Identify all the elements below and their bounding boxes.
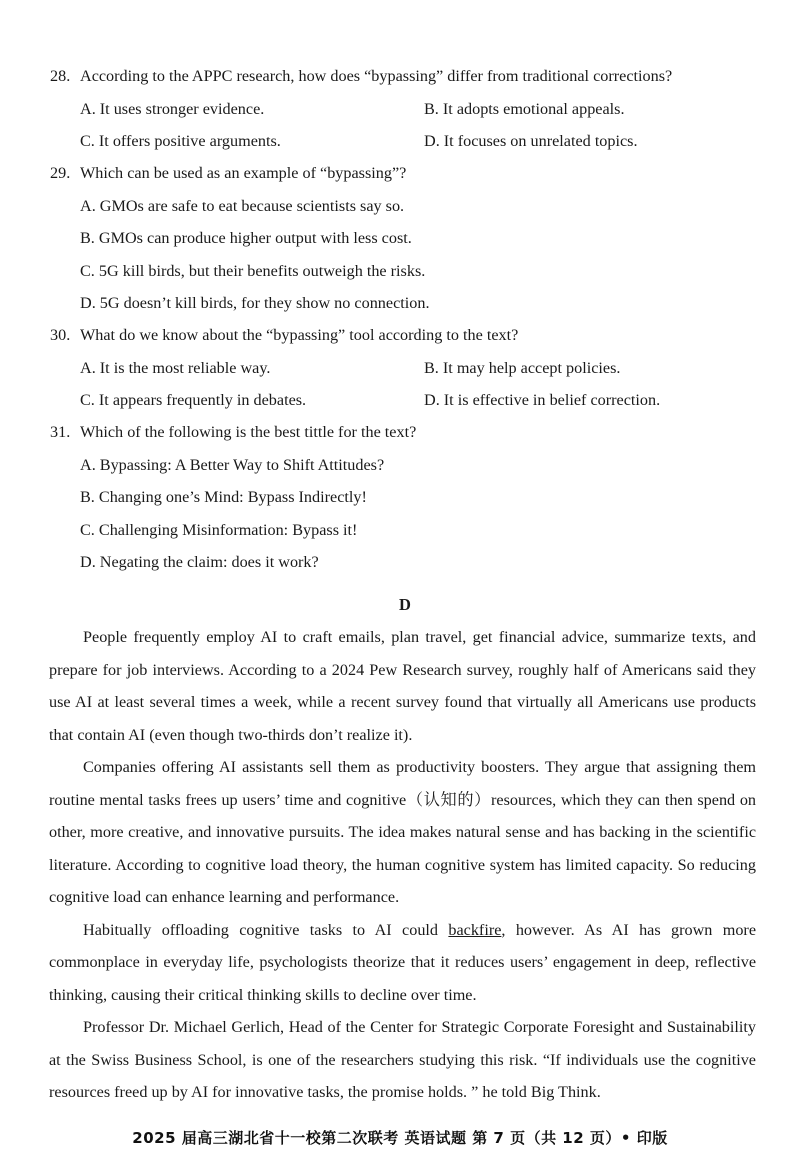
option-b: B. It adopts emotional appeals. xyxy=(424,99,625,118)
page-footer: 2025 届高三湖北省十一校第二次联考 英语试题 第 7 页（共 12 页）• 印版 xyxy=(132,1129,668,1147)
option-d: D. Negating the claim: does it work? xyxy=(80,553,319,571)
option-d: D. It is effective in belief correction. xyxy=(424,391,661,409)
option-b: B. Changing one’s Mind: Bypass Indirectly! xyxy=(80,488,367,506)
paragraph-3 xyxy=(49,914,756,1012)
paragraph-text: Habitually offloading cognitive tasks to AI could xyxy=(83,920,438,939)
question-number: 29. xyxy=(50,164,71,182)
option-row xyxy=(50,481,760,514)
paragraph-text: , however. As AI has grown more commonplace in everyday life, psychologists theorize that it reduces users’ engagement in deep, reflective thinking, causing their critical thinking skills to decline over time. xyxy=(49,920,756,1004)
option-row xyxy=(50,190,760,223)
option-d: D. It focuses on unrelated topics. xyxy=(424,132,638,150)
option-row xyxy=(50,384,760,417)
question-31 xyxy=(50,416,760,579)
question-number: 30. xyxy=(50,326,71,344)
option-row xyxy=(50,222,760,255)
question-stem xyxy=(50,157,760,190)
question-stem xyxy=(50,60,760,93)
question-text: Which can be used as an example of “bypassing”? xyxy=(80,164,407,182)
paragraph-text: resources, which they can then spend on other, more creative, and innovative pursuits. The idea makes natural sense and has backing in the scientific literature. According to cognitive load theory, the human cognitive system has limited capacity. So reducing cognitive load can enhance learning and performance. xyxy=(49,790,757,906)
option-row xyxy=(50,449,760,482)
option-c: C. Challenging Misinformation: Bypass it! xyxy=(80,520,358,539)
question-text: Which of the following is the best tittle for the text? xyxy=(80,423,417,441)
option-c: C. 5G kill birds, but their benefits outweigh the risks. xyxy=(80,261,426,280)
question-stem xyxy=(50,416,760,449)
option-a: A. It is the most reliable way. xyxy=(80,358,271,377)
option-c: C. It offers positive arguments. xyxy=(80,132,281,150)
option-c: C. It appears frequently in debates. xyxy=(80,391,307,409)
option-row xyxy=(50,93,760,126)
option-d: D. 5G doesn’t kill birds, for they show no connection. xyxy=(80,294,430,312)
chinese-gloss: （认知的） xyxy=(406,790,492,809)
option-b: B. GMOs can produce higher output with less cost. xyxy=(80,229,412,247)
paragraph-text: Companies offering AI assistants sell them as productivity boosters. They argue that assigning them routine mental tasks frees up users’ time and cognitive xyxy=(49,758,756,809)
underlined-word: backfire xyxy=(448,920,502,939)
question-stem xyxy=(50,319,760,352)
option-row xyxy=(50,546,760,579)
option-a: A. It uses stronger evidence. xyxy=(80,99,265,118)
option-row xyxy=(50,125,760,158)
option-row xyxy=(50,514,760,547)
option-row xyxy=(50,287,760,320)
option-a: A. Bypassing: A Better Way to Shift Attitudes? xyxy=(80,455,385,474)
paragraph-2 xyxy=(49,751,756,914)
question-text: What do we know about the “bypassing” tool according to the text? xyxy=(80,326,519,344)
section-heading: D xyxy=(399,595,411,614)
question-28 xyxy=(50,60,760,158)
reading-passage xyxy=(49,621,756,1109)
option-a: A. GMOs are safe to eat because scientists say so. xyxy=(80,196,405,215)
question-text: According to the APPC research, how does “bypassing” differ from traditional corrections? xyxy=(80,67,673,85)
option-row xyxy=(50,255,760,288)
option-row xyxy=(50,352,760,385)
question-number: 31. xyxy=(50,423,71,441)
option-b: B. It may help accept policies. xyxy=(424,358,621,377)
question-30 xyxy=(50,319,760,417)
paragraph-4: Professor Dr. Michael Gerlich, Head of the Center for Strategic Corporate Foresight and Sustainability at the Swiss Business School, is one of the researchers studying this risk. “If individuals use the cognitive resources freed up by AI for innovative tasks, the promise holds. ” he told Big Think. xyxy=(49,1018,756,1101)
question-number: 28. xyxy=(50,67,71,85)
question-29 xyxy=(50,157,760,320)
paragraph-1: People frequently employ AI to craft emails, plan travel, get financial advice, summarize texts, and prepare for job interviews. According to a 2024 Pew Research survey, roughly half of Americans said they use AI at least several times a week, while a recent survey found that virtually all Americans use products that contain AI (even though two-thirds don’t realize it). xyxy=(49,628,756,744)
